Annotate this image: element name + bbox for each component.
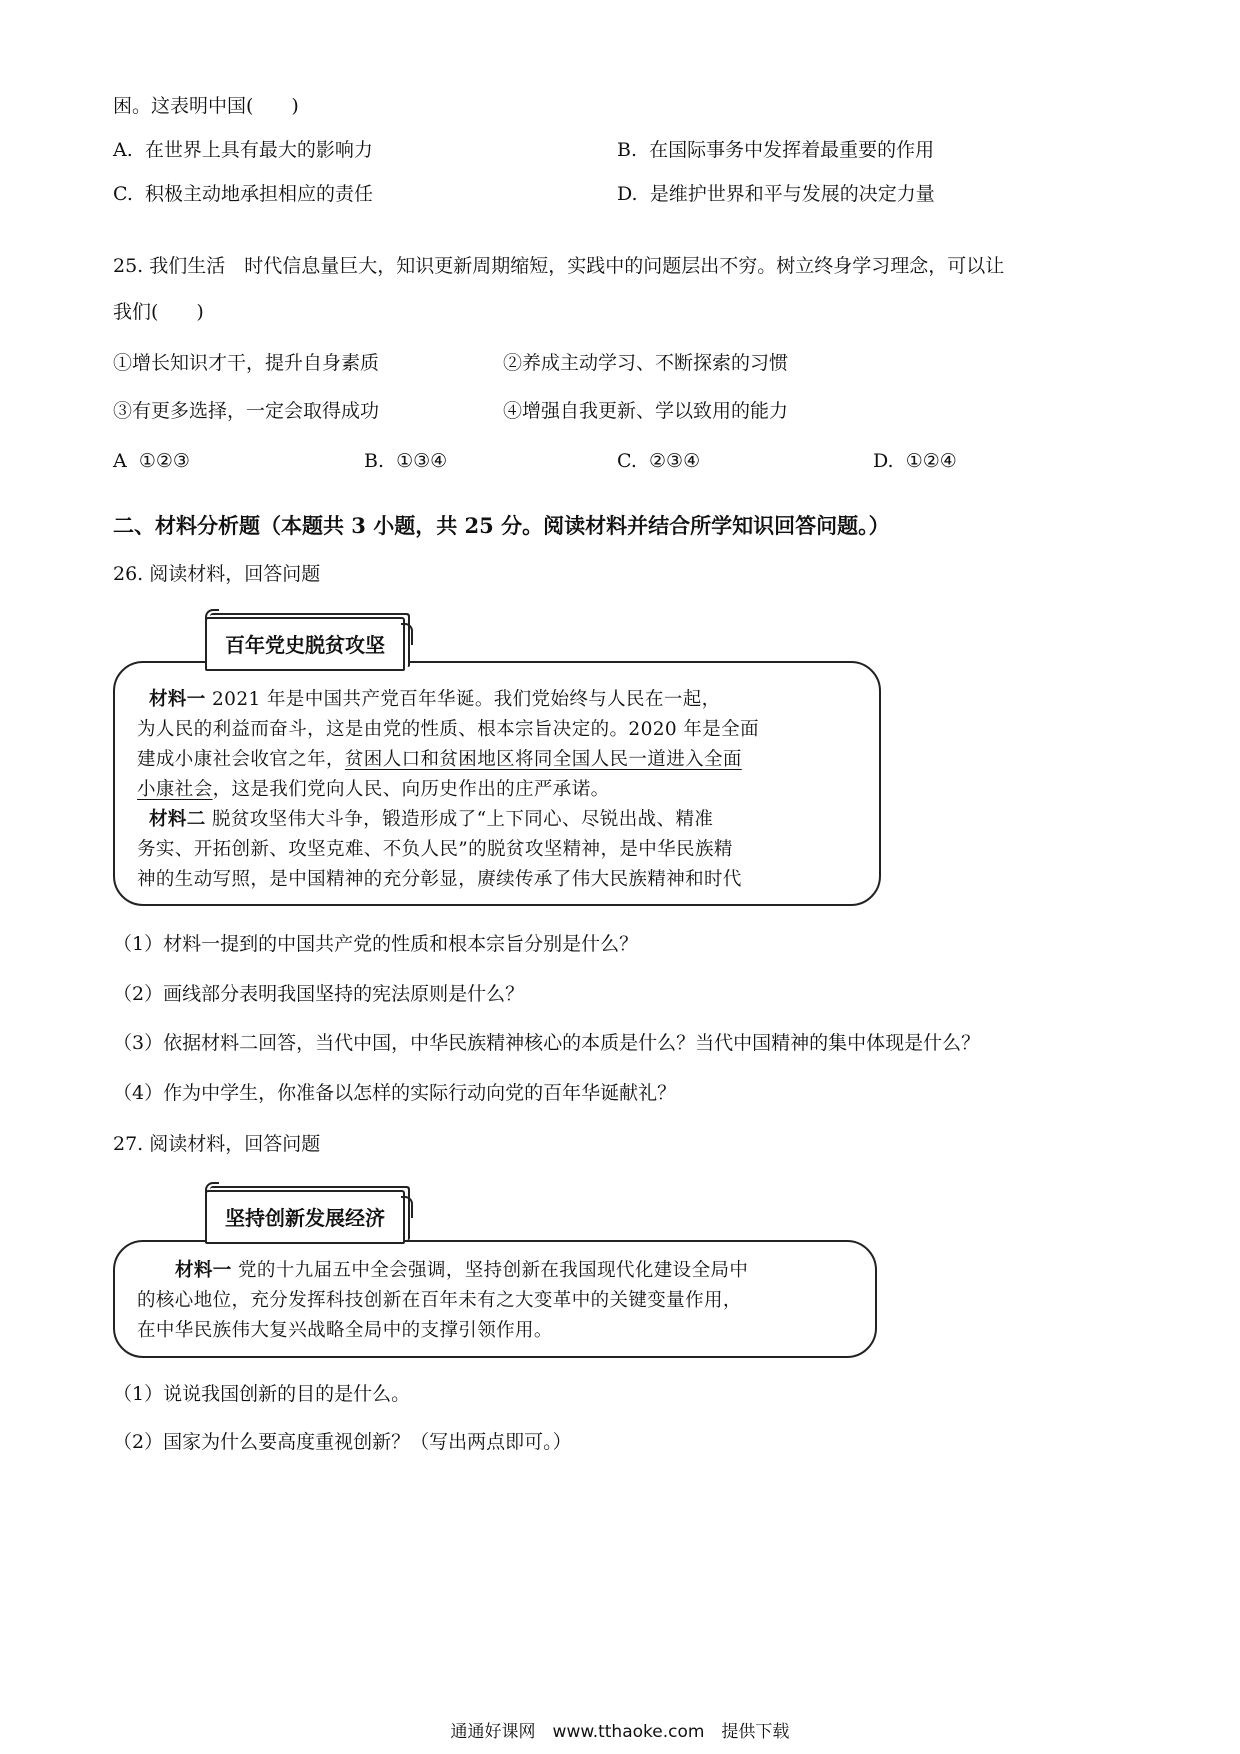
q26-sub-3: （3）依据材料二回答，当代中国，中华民族精神核心的本质是什么？当代中国精神的集中体现是什么？	[113, 1032, 981, 1054]
material-label: 材料一	[175, 1260, 232, 1281]
q25-option-d	[873, 448, 957, 474]
option-label: D.	[873, 450, 894, 472]
option-label: B.	[617, 139, 638, 161]
q27-sub-1: （1）说说我国创新的目的是什么。	[113, 1383, 411, 1405]
option-text: 是维护世界和平与发展的决定力量	[649, 183, 935, 205]
q26-material1-line4	[137, 775, 849, 805]
q27-sub-2: （2）国家为什么要高度重视创新？（写出两点即可。）	[113, 1431, 572, 1453]
q27-material1-line3: 在中华民族伟大复兴战略全局中的支撑引领作用。	[137, 1320, 553, 1341]
underlined-text: 小康社会	[137, 779, 213, 800]
material-text: 2021 年是中国共产党百年华诞。我们党始终与人民在一起，	[211, 689, 721, 710]
material-label: 材料二	[149, 809, 206, 830]
material-label: 材料一	[149, 689, 206, 710]
option-label: C.	[113, 183, 133, 205]
q25-statement-4: ④增强自我更新、学以致用的能力	[503, 400, 789, 422]
option-text: ①③④	[396, 450, 448, 472]
q26-sub-1: （1）材料一提到的中国共产党的性质和根本宗旨分别是什么？	[113, 933, 639, 955]
material-text: 脱贫攻坚伟大斗争，锻造形成了“上下同心、尽锐出战、精准	[211, 809, 714, 830]
option-text: ②③④	[649, 450, 701, 472]
q26-material1-line3	[137, 745, 849, 775]
q25-statement-1: ①增长知识才干，提升自身素质	[113, 352, 380, 374]
q24-stem-tail: 困。这表明中国( )	[113, 95, 299, 117]
option-text: ①②③	[138, 450, 190, 472]
q26-sub-2: （2）画线部分表明我国坚持的宪法原则是什么？	[113, 983, 525, 1005]
q26-stem: 26. 阅读材料，回答问题	[113, 563, 321, 585]
q24-option-d	[617, 181, 935, 207]
q26-sub-4: （4）作为中学生，你准备以怎样的实际行动向党的百年华诞献礼？	[113, 1082, 677, 1104]
q25-option-b	[364, 448, 447, 474]
q24-option-c	[113, 181, 373, 207]
option-label: D.	[617, 183, 638, 205]
q27-material1-line1	[175, 1256, 845, 1286]
option-label: C.	[617, 450, 637, 472]
section-title: 二、材料分析题（本题共 3 小题，共 25 分。阅读材料并结合所学知识回答问题。）	[113, 513, 890, 538]
option-label: B.	[364, 450, 385, 472]
material-text: ，这是我们党向人民、向历史作出的庄严承诺。	[212, 779, 610, 800]
option-text: 在国际事务中发挥着最重要的作用	[649, 139, 935, 161]
q24-option-b	[617, 137, 934, 163]
q27-banner-title: 坚持创新发展经济	[205, 1190, 405, 1244]
option-text: 在世界上具有最大的影响力	[144, 139, 373, 161]
q25-stem-line2: 我们( )	[113, 301, 204, 323]
q26-material-box	[113, 661, 881, 906]
q25-option-c	[617, 448, 700, 474]
q26-material1-line1	[149, 685, 849, 715]
option-text: ①②④	[905, 450, 957, 472]
q27-stem: 27. 阅读材料，回答问题	[113, 1133, 321, 1155]
material-text: 建成小康社会收官之年，	[137, 749, 345, 770]
option-text: 积极主动地承担相应的责任	[145, 183, 374, 205]
material-text: 党的十九届五中全会强调，坚持创新在我国现代化建设全局中	[237, 1260, 749, 1281]
option-label: A	[113, 450, 127, 472]
q24-option-a	[113, 137, 373, 163]
option-label: A.	[113, 139, 133, 161]
underlined-text: 贫困人口和贫困地区将同全国人民一道进入全面	[344, 749, 742, 770]
q25-statement-3: ③有更多选择，一定会取得成功	[113, 400, 380, 422]
q27-material-box	[113, 1240, 877, 1358]
q25-stem-line1: 25. 我们生活 时代信息量巨大，知识更新周期缩短，实践中的问题层出不穷。树立终身学习理念，可以让	[113, 255, 1005, 277]
q25-option-a	[113, 448, 190, 474]
footer-watermark: 通通好课网 www.tthaoke.com 提供下载	[450, 1722, 790, 1742]
q25-statement-2: ②养成主动学习、不断探索的习惯	[503, 352, 789, 374]
q26-material1-line2: 为人民的利益而奋斗，这是由党的性质、根本宗旨决定的。2020 年是全面	[137, 719, 759, 740]
q27-material1-line2: 的核心地位，充分发挥科技创新在百年未有之大变革中的关键变量作用，	[137, 1290, 742, 1311]
q26-material2-line2: 务实、开拓创新、攻坚克难、不负人民”的脱贫攻坚精神，是中华民族精	[137, 839, 733, 860]
q26-material2-line1	[149, 805, 849, 835]
q26-material2-line3: 神的生动写照，是中国精神的充分彰显，赓续传承了伟大民族精神和时代	[137, 869, 742, 890]
q26-banner-title: 百年党史脱贫攻坚	[205, 617, 405, 671]
